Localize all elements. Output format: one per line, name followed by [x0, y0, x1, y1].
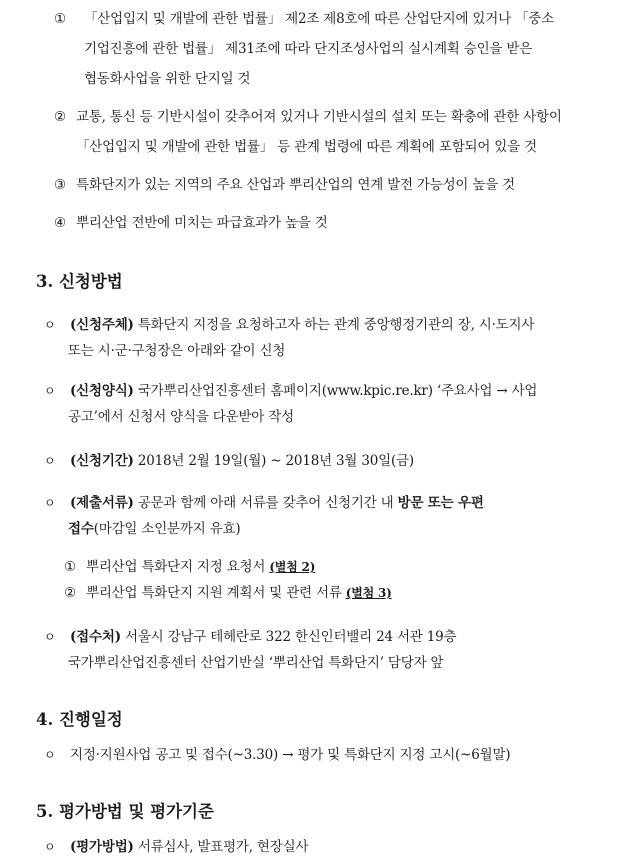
attachment-2-ref: (별첨 2) — [269, 560, 316, 574]
receiver-line-2: 국가뿌리산업진흥센터 산업기반실 ‘뿌리산업 특화단지’ 담당자 앞 — [68, 655, 444, 671]
criterion-1-marker: ① — [54, 11, 66, 27]
docs-label: (제출서류) — [70, 495, 134, 511]
docs-item-2: ② 뿌리산업 특화단지 지원 계획서 및 관련 서류 (별첨 3) — [64, 585, 392, 601]
bullet-icon: ㅇ — [44, 630, 56, 644]
schedule-line: ㅇ 지정·지원사업 공고 및 접수(~3.30) → 평가 및 특화단지 지정 고시(~6월말) — [44, 747, 511, 763]
criterion-4: ④ 뿌리산업 전반에 미치는 파급효과가 높을 것 — [54, 215, 328, 231]
docs-item-1: ① 뿌리산업 특화단지 지정 요청서 (별첨 2) — [64, 559, 316, 575]
evaluation-label: (평가방법) — [70, 839, 134, 855]
evaluation-method-line: ㅇ (평가방법) 서류심사, 발표평가, 현장실사 — [44, 839, 309, 855]
docs-line-2: 접수(마감일 소인분까지 유효) — [68, 521, 241, 537]
receiver-label: (접수처) — [70, 629, 121, 645]
docs-item-1-marker: ① — [64, 559, 76, 575]
criterion-2-line-1: ② 교통, 통신 등 기반시설이 갖추어져 있거나 기반시설의 설치 또는 확충에 관한 사항이 — [54, 109, 562, 125]
receiver-line-1: ㅇ (접수처) 서울시 강남구 테헤란로 322 한신인터밸리 24 서관 19층 — [44, 629, 457, 645]
bullet-icon: ㅇ — [44, 318, 56, 332]
form-line-2: 공고’에서 신청서 양식을 다운받아 작성 — [68, 409, 294, 425]
applicant-label: (신청주체) — [70, 317, 134, 333]
bullet-icon: ㅇ — [44, 840, 56, 854]
criterion-2-line-2: 「산업입지 및 개발에 관한 법률」 등 관계 법령에 따른 계획에 포함되어 있을 것 — [76, 139, 537, 155]
applicant-line-2: 또는 시·군·구청장은 아래와 같이 신청 — [68, 343, 286, 359]
attachment-3-ref: (별첨 3) — [345, 586, 392, 600]
docs-item-2-marker: ② — [64, 585, 76, 601]
criterion-1-line-1: ① 「산업입지 및 개발에 관한 법률」 제2조 제8호에 따른 산업단지에 있거나 「중소 — [54, 11, 554, 27]
section-3-title: 3. 신청방법 — [36, 272, 123, 291]
form-line-1: ㅇ (신청양식) 국가뿌리산업진흥센터 홈페이지(www.kpic.re.kr) ‘주요사업 → 사업 — [44, 383, 538, 399]
period-line: ㅇ (신청기간) 2018년 2월 19일(월) ~ 2018년 3월 30일(금) — [44, 453, 414, 469]
section-4-title: 4. 진행일정 — [36, 710, 123, 729]
criterion-4-marker: ④ — [54, 215, 66, 231]
section-5-title: 5. 평가방법 및 평가기준 — [36, 802, 214, 821]
bullet-icon: ㅇ — [44, 748, 56, 762]
criterion-3: ③ 특화단지가 있는 지역의 주요 산업과 뿌리산업의 연계 발전 가능성이 높을 것 — [54, 177, 515, 193]
criterion-3-marker: ③ — [54, 177, 66, 193]
criterion-2-marker: ② — [54, 109, 66, 125]
bullet-icon: ㅇ — [44, 496, 56, 510]
form-label: (신청양식) — [70, 383, 134, 399]
applicant-line-1: ㅇ (신청주체) 특화단지 지정을 요청하고자 하는 관계 중앙행정기관의 장, 시·도지사 — [44, 317, 535, 333]
docs-line-1: ㅇ (제출서류) 공문과 함께 아래 서류를 갖추어 신청기간 내 방문 또는 우편 — [44, 495, 484, 511]
bullet-icon: ㅇ — [44, 454, 56, 468]
bullet-icon: ㅇ — [44, 384, 56, 398]
period-label: (신청기간) — [70, 453, 134, 469]
criterion-1-line-3: 협동화사업을 위한 단지일 것 — [84, 71, 251, 87]
criterion-1-line-2: 기업진흥에 관한 법률」 제31조에 따라 단지조성사업의 실시계획 승인을 받은 — [84, 41, 533, 57]
